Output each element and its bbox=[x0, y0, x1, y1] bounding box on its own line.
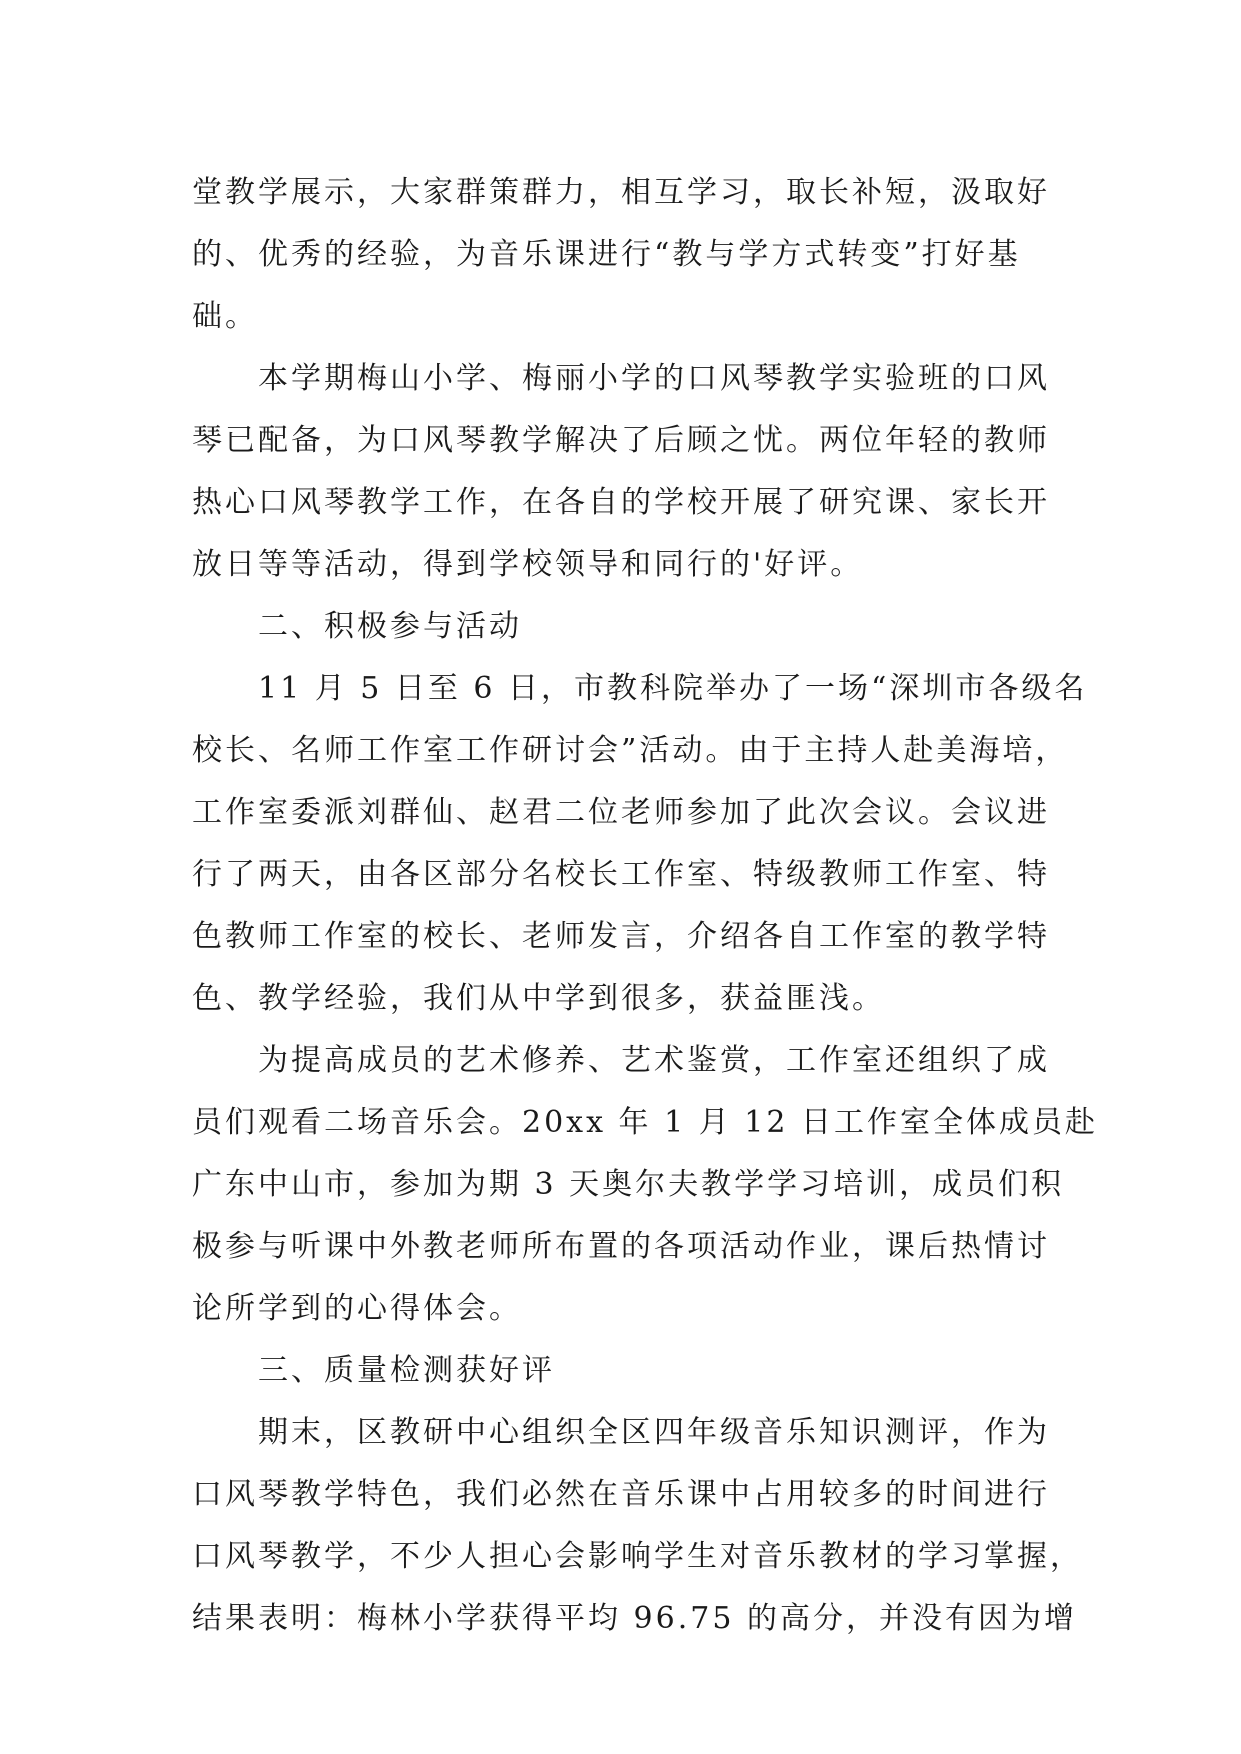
text-line: 论所学到的心得体会。 bbox=[192, 1291, 522, 1326]
text-line: 结果表明：梅林小学获得平均 96.75 的高分，并没有因为增 bbox=[192, 1601, 1077, 1636]
paragraph-2 bbox=[192, 348, 1048, 596]
text-line: 放日等等活动，得到学校领导和同行的'好评。 bbox=[192, 547, 864, 582]
text-line: 热心口风琴教学工作，在各自的学校开展了研究课、家长开 bbox=[192, 485, 1050, 520]
text-line: 色、教学经验，我们从中学到很多，获益匪浅。 bbox=[192, 981, 885, 1016]
section-heading-2 bbox=[192, 596, 1048, 658]
document-body bbox=[192, 162, 1098, 1650]
text-line: 校长、名师工作室工作研讨会”活动。由于主持人赴美海培， bbox=[192, 733, 1069, 768]
heading-text: 三、质量检测获好评 bbox=[258, 1353, 555, 1388]
paragraph-4 bbox=[192, 1030, 1098, 1340]
heading-text: 二、积极参与活动 bbox=[258, 609, 522, 644]
text-line: 口风琴教学特色，我们必然在音乐课中占用较多的时间进行 bbox=[192, 1477, 1050, 1512]
text-line: 的、优秀的经验，为音乐课进行“教与学方式转变”打好基 bbox=[192, 237, 1021, 272]
text-line: 琴已配备，为口风琴教学解决了后顾之忧。两位年轻的教师 bbox=[192, 423, 1050, 458]
text-line: 础。 bbox=[192, 299, 258, 334]
text-line: 11 月 5 日至 6 日，市教科院举办了一场“深圳市各级名 bbox=[258, 671, 1088, 706]
paragraph-5 bbox=[192, 1402, 1083, 1650]
text-line: 行了两天，由各区部分名校长工作室、特级教师工作室、特 bbox=[192, 857, 1050, 892]
text-line: 色教师工作室的校长、老师发言，介绍各自工作室的教学特 bbox=[192, 919, 1050, 954]
text-line: 本学期梅山小学、梅丽小学的口风琴教学实验班的口风 bbox=[258, 361, 1050, 396]
text-line: 口风琴教学，不少人担心会影响学生对音乐教材的学习掌握， bbox=[192, 1539, 1083, 1574]
text-line: 工作室委派刘群仙、赵君二位老师参加了此次会议。会议进 bbox=[192, 795, 1050, 830]
paragraph-1 bbox=[192, 162, 1048, 348]
text-line: 广东中山市，参加为期 3 天奥尔夫教学学习培训，成员们积 bbox=[192, 1167, 1065, 1202]
text-line: 极参与听课中外教老师所布置的各项活动作业，课后热情讨 bbox=[192, 1229, 1050, 1264]
text-line: 期末，区教研中心组织全区四年级音乐知识测评，作为 bbox=[258, 1415, 1050, 1450]
section-heading-3 bbox=[192, 1340, 1048, 1402]
text-line: 堂教学展示，大家群策群力，相互学习，取长补短，汲取好 bbox=[192, 175, 1050, 210]
text-line: 为提高成员的艺术修养、艺术鉴赏，工作室还组织了成 bbox=[258, 1043, 1050, 1078]
paragraph-3 bbox=[192, 658, 1088, 1030]
text-line: 员们观看二场音乐会。20xx 年 1 月 12 日工作室全体成员赴 bbox=[192, 1105, 1098, 1140]
